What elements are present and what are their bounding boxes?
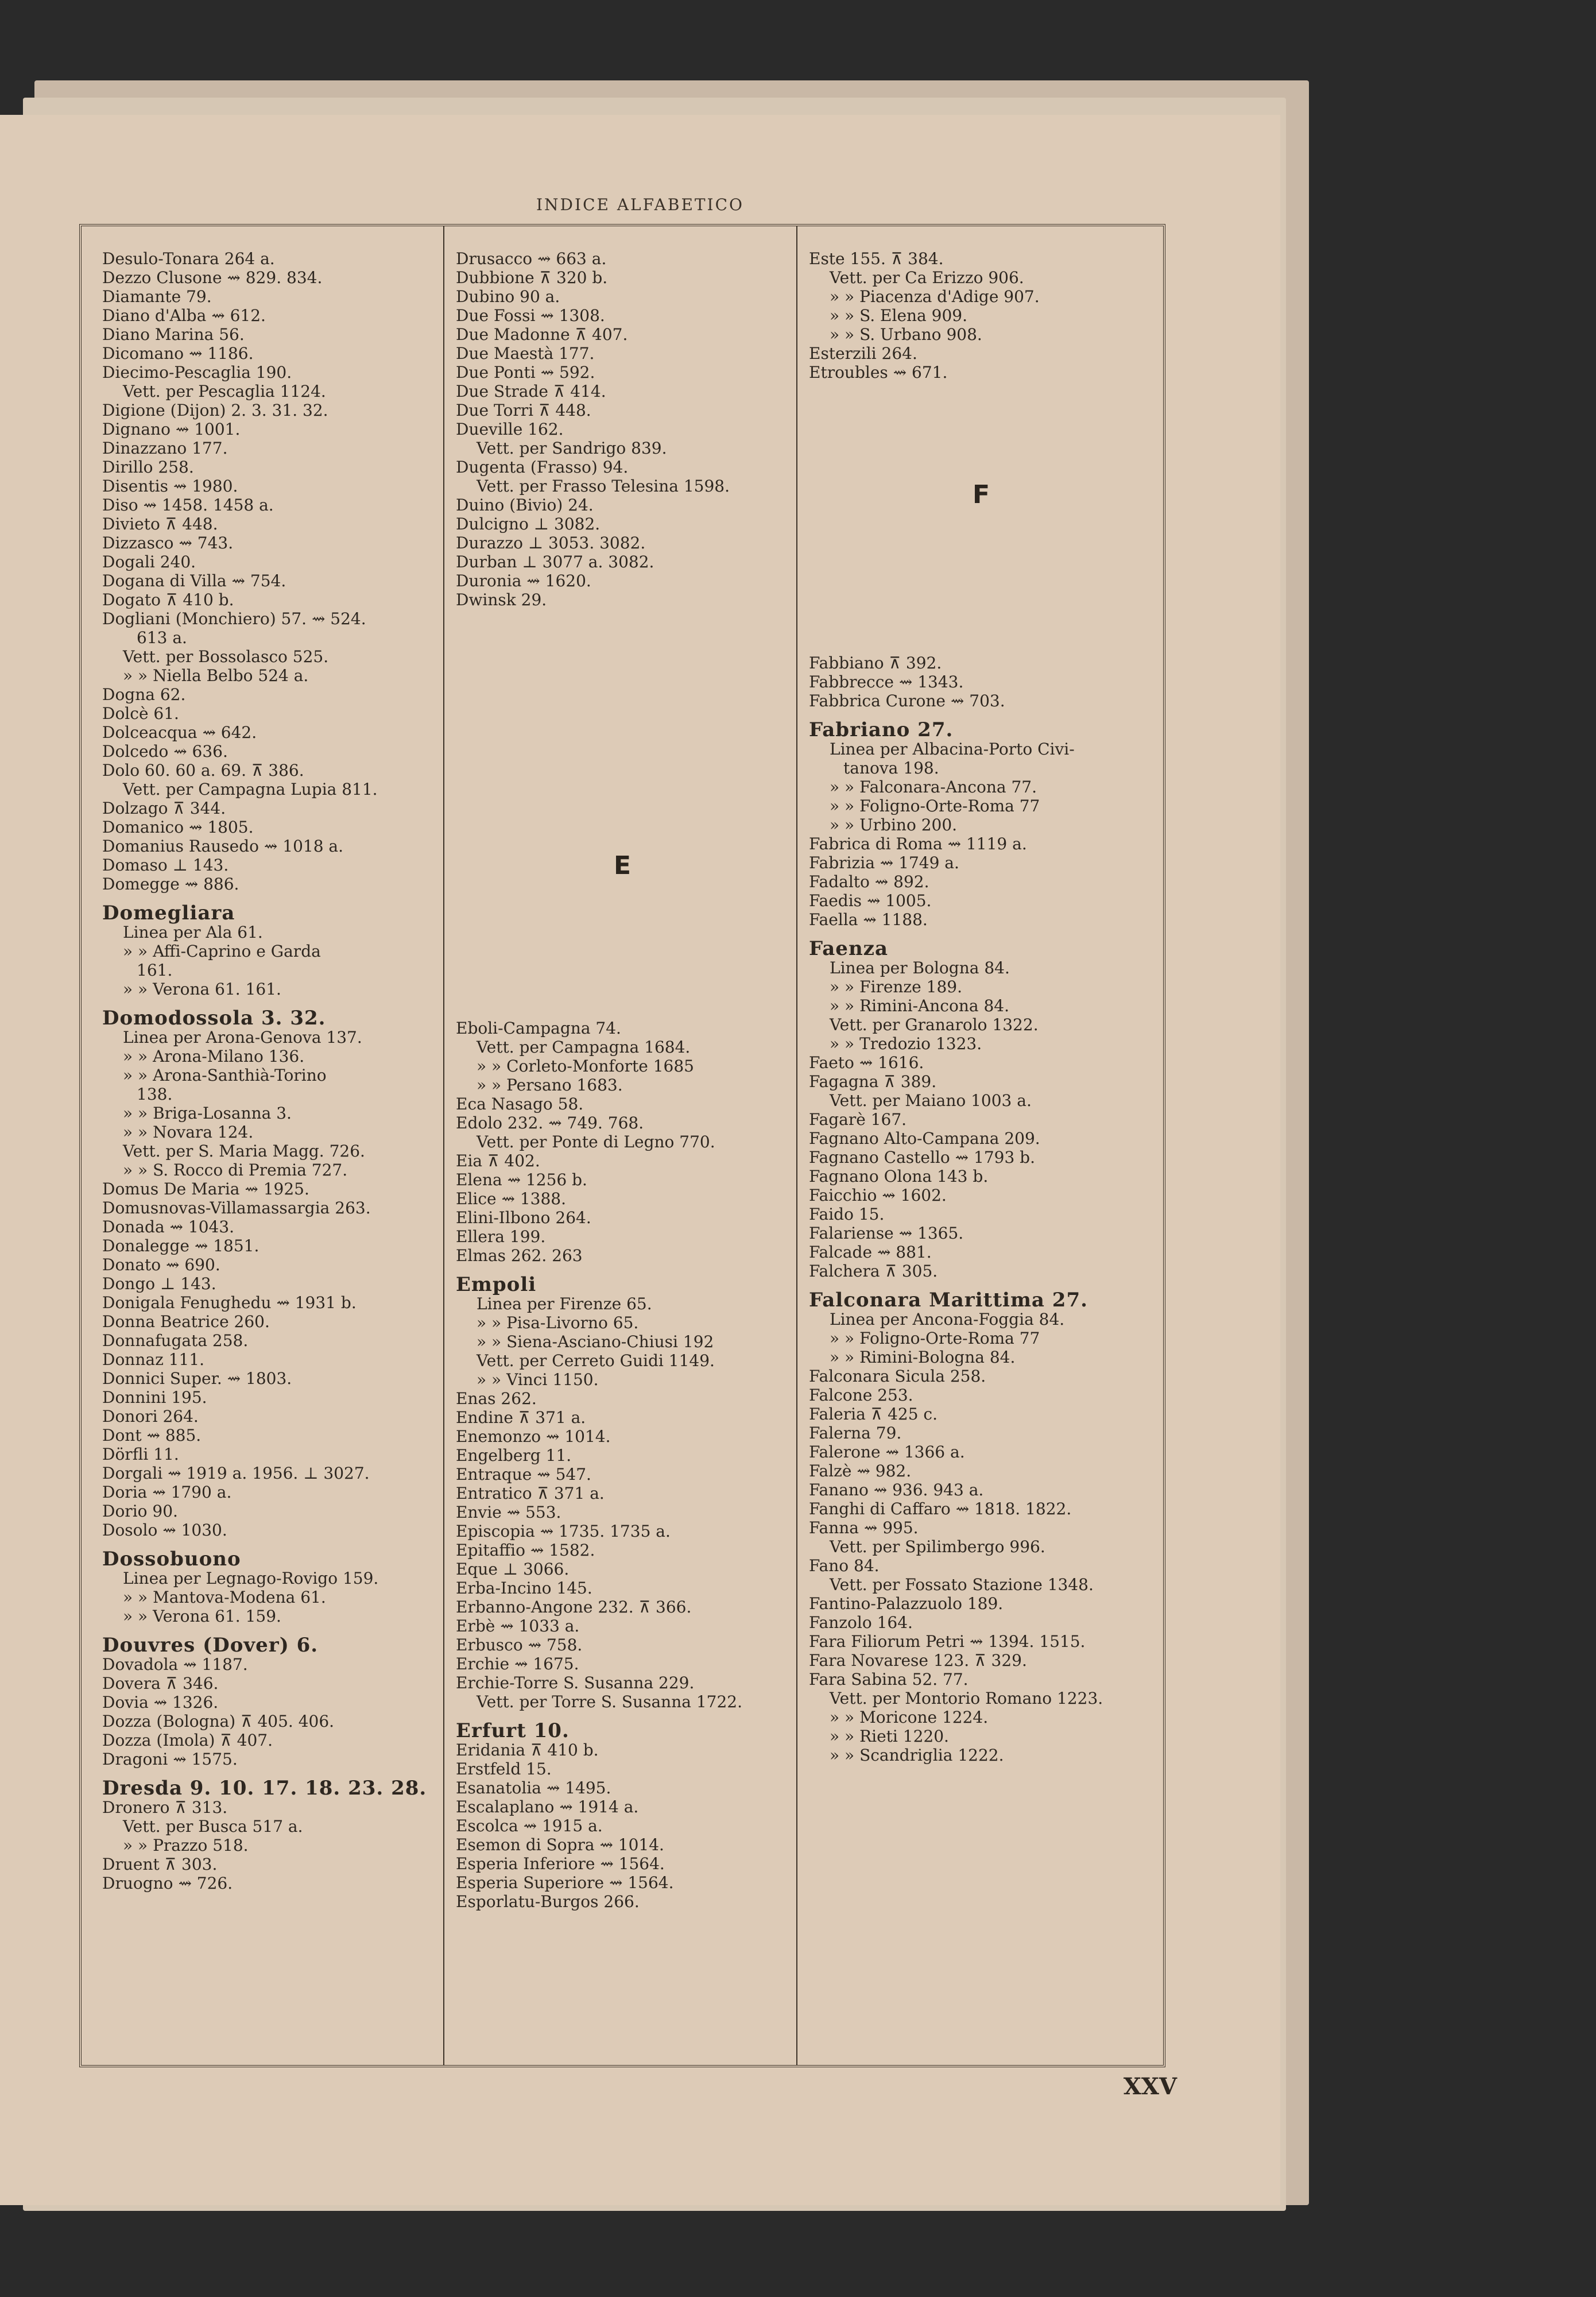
index-heading-entry: Erfurt 10. — [456, 1719, 570, 1742]
index-entry: Dozza (Imola) ⊼ 407. — [102, 1731, 273, 1750]
index-heading-entry: Falconara Marittima 27. — [809, 1289, 1088, 1312]
index-entry: Dovia ⇝ 1326. — [102, 1693, 219, 1712]
index-entry: Donigala Fenughedu ⇝ 1931 b. — [102, 1293, 357, 1312]
index-entry: Fara Filiorum Petri ⇝ 1394. 1515. — [809, 1632, 1086, 1651]
index-heading-entry: Empoli — [456, 1273, 537, 1296]
index-entry: Durazzo ⊥ 3053. 3082. — [456, 533, 646, 552]
index-entry: Vett. per Frasso Telesina 1598. — [477, 477, 730, 496]
index-entry: Donnaz 111. — [102, 1350, 205, 1369]
index-entry: Fadalto ⇝ 892. — [809, 872, 929, 891]
index-entry: » » Falconara-Ancona 77. — [830, 778, 1037, 796]
index-entry: » » Vinci 1150. — [477, 1370, 599, 1389]
index-entry: » » Rieti 1220. — [830, 1727, 949, 1746]
index-entry: Esemon di Sopra ⇝ 1014. — [456, 1835, 664, 1854]
index-entry: » » Arona-Santhià-Torino — [123, 1066, 327, 1085]
index-entry: Faeto ⇝ 1616. — [809, 1053, 924, 1072]
index-entry: Dosolo ⇝ 1030. — [102, 1521, 227, 1540]
index-entry: Vett. per S. Maria Magg. 726. — [123, 1142, 365, 1161]
index-entry: Erbanno-Angone 232. ⊼ 366. — [456, 1598, 692, 1617]
index-entry: Elice ⇝ 1388. — [456, 1189, 567, 1208]
index-entry: Vett. per Cerreto Guidi 1149. — [477, 1351, 715, 1370]
index-entry: Dinazzano 177. — [102, 439, 228, 458]
index-entry: Linea per Firenze 65. — [477, 1294, 652, 1313]
index-entry: Donalegge ⇝ 1851. — [102, 1236, 259, 1255]
index-entry: Eridania ⊼ 410 b. — [456, 1741, 599, 1760]
index-entry: Donada ⇝ 1043. — [102, 1217, 235, 1236]
index-entry: Dont ⇝ 885. — [102, 1426, 202, 1445]
index-column-3 — [809, 249, 1153, 1765]
index-entry: Enas 262. — [456, 1389, 537, 1408]
index-entry: » » Affi-Caprino e Garda — [123, 942, 321, 961]
index-heading-entry: Dossobuono — [102, 1548, 241, 1571]
index-entry: tanova 198. — [843, 759, 939, 778]
index-entry: Linea per Arona-Genova 137. — [123, 1028, 362, 1047]
index-entry: » » Corleto-Monforte 1685 — [477, 1057, 694, 1076]
index-entry: Fagagna ⊼ 389. — [809, 1072, 937, 1091]
index-entry: Esperia Superiore ⇝ 1564. — [456, 1873, 674, 1892]
index-entry: Faella ⇝ 1188. — [809, 910, 928, 929]
index-entry: Donato ⇝ 690. — [102, 1255, 220, 1274]
index-entry: Domus De Maria ⇝ 1925. — [102, 1180, 309, 1198]
index-entry: Erba-Incino 145. — [456, 1579, 592, 1598]
index-entry: Duino (Bivio) 24. — [456, 496, 594, 515]
section-letter-e: E — [613, 851, 632, 880]
index-entry: Vett. per Ca Erizzo 906. — [830, 268, 1024, 287]
index-entry: Dragoni ⇝ 1575. — [102, 1750, 238, 1769]
index-entry: Dogna 62. — [102, 685, 186, 704]
index-entry: Digione (Dijon) 2. 3. 31. 32. — [102, 401, 328, 420]
index-entry: Donnici Super. ⇝ 1803. — [102, 1369, 292, 1388]
index-entry: Doria ⇝ 1790 a. — [102, 1483, 232, 1502]
index-entry: Esporlatu-Burgos 266. — [456, 1892, 640, 1911]
index-entry: 161. — [137, 961, 173, 980]
index-entry: Vett. per Maiano 1003 a. — [830, 1091, 1032, 1110]
index-entry: Vett. per Spilimbergo 996. — [830, 1537, 1045, 1556]
index-frame — [79, 224, 1165, 2067]
index-entry: » » Niella Belbo 524 a. — [123, 666, 309, 685]
index-entry: Dogana di Villa ⇝ 754. — [102, 571, 286, 590]
index-entry: Fabbiano ⊼ 392. — [809, 653, 942, 672]
index-entry: Epitaffio ⇝ 1582. — [456, 1541, 595, 1560]
index-entry: Eia ⊼ 402. — [456, 1151, 540, 1170]
index-entry: Domaso ⊥ 143. — [102, 856, 229, 875]
index-entry: » » Moricone 1224. — [830, 1708, 989, 1727]
index-entry: » » Rimini-Ancona 84. — [830, 996, 1010, 1015]
index-entry: Diano Marina 56. — [102, 325, 245, 344]
index-entry: Faedis ⇝ 1005. — [809, 891, 932, 910]
index-heading-entry: Faenza — [809, 937, 888, 960]
index-entry: Donnini 195. — [102, 1388, 207, 1407]
index-entry: » » Piacenza d'Adige 907. — [830, 287, 1040, 306]
index-entry: » » Mantova-Modena 61. — [123, 1588, 326, 1607]
index-entry: Este 155. ⊼ 384. — [809, 249, 944, 268]
index-entry: Due Ponti ⇝ 592. — [456, 363, 595, 382]
index-entry: Entratico ⊼ 371 a. — [456, 1484, 605, 1503]
index-entry: Dolzago ⊼ 344. — [102, 799, 226, 818]
index-entry: Faido 15. — [809, 1205, 885, 1224]
index-entry: Dorgali ⇝ 1919 a. 1956. ⊥ 3027. — [102, 1464, 370, 1483]
index-entry: Divieto ⊼ 448. — [102, 515, 218, 533]
index-entry: Dicomano ⇝ 1186. — [102, 344, 254, 363]
index-entry: Vett. per Fossato Stazione 1348. — [830, 1575, 1094, 1594]
index-entry: Vett. per Bossolasco 525. — [123, 647, 329, 666]
index-entry: Vett. per Campagna Lupia 811. — [123, 780, 378, 799]
index-entry: Dörfli 11. — [102, 1445, 179, 1464]
index-entry: » » S. Rocco di Premia 727. — [123, 1161, 348, 1180]
index-entry: Drusacco ⇝ 663 a. — [456, 249, 607, 268]
index-entry: Erstfeld 15. — [456, 1760, 552, 1778]
index-entry: » » S. Elena 909. — [830, 306, 967, 325]
index-entry: Donnafugata 258. — [102, 1331, 249, 1350]
index-entry: Diecimo-Pescaglia 190. — [102, 363, 292, 382]
index-entry: Eca Nasago 58. — [456, 1095, 584, 1113]
index-entry: Elena ⇝ 1256 b. — [456, 1170, 587, 1189]
index-entry: » » Persano 1683. — [477, 1076, 623, 1095]
index-entry: » » Verona 61. 161. — [123, 980, 281, 999]
index-entry: Domanico ⇝ 1805. — [102, 818, 254, 837]
index-entry: Erchie ⇝ 1675. — [456, 1654, 579, 1673]
index-entry: Due Madonne ⊼ 407. — [456, 325, 628, 344]
index-entry: Faleria ⊼ 425 c. — [809, 1405, 938, 1424]
index-entry: Erchie-Torre S. Susanna 229. — [456, 1673, 695, 1692]
index-entry: Domegge ⇝ 886. — [102, 875, 239, 894]
index-entry: Durban ⊥ 3077 a. 3082. — [456, 552, 654, 571]
index-entry: Dozza (Bologna) ⊼ 405. 406. — [102, 1712, 335, 1731]
index-entry: Vett. per Granarolo 1322. — [830, 1015, 1039, 1034]
col2-bottom-list — [456, 1019, 789, 1911]
index-entry: Endine ⊼ 371 a. — [456, 1408, 586, 1427]
index-entry: Falzè ⇝ 982. — [809, 1461, 912, 1480]
index-entry: Due Fossi ⇝ 1308. — [456, 306, 605, 325]
index-entry: Dizzasco ⇝ 743. — [102, 533, 234, 552]
index-entry: Esanatolia ⇝ 1495. — [456, 1778, 611, 1797]
index-entry: Falcone 253. — [809, 1386, 913, 1405]
index-entry: Dirillo 258. — [102, 458, 194, 477]
index-entry: Dolo 60. 60 a. 69. ⊼ 386. — [102, 761, 304, 780]
index-entry: Donna Beatrice 260. — [102, 1312, 270, 1331]
index-entry: Esterzili 264. — [809, 344, 917, 363]
index-entry: Linea per Ancona-Foggia 84. — [830, 1310, 1065, 1329]
index-entry: Entraque ⇝ 547. — [456, 1465, 591, 1484]
index-entry: Falerone ⇝ 1366 a. — [809, 1443, 965, 1461]
index-entry: Erbusco ⇝ 758. — [456, 1635, 583, 1654]
index-entry: » » Briga-Losanna 3. — [123, 1104, 292, 1123]
index-entry: Druogno ⇝ 726. — [102, 1874, 233, 1893]
section-letter-f: F — [972, 480, 990, 509]
index-entry: Dezzo Clusone ⇝ 829. 834. — [102, 268, 323, 287]
index-entry: Dogato ⊼ 410 b. — [102, 590, 234, 609]
running-head: INDICE ALFABETICO — [536, 195, 744, 214]
index-entry: Fagnano Olona 143 b. — [809, 1167, 989, 1186]
column-rule-2 — [796, 226, 797, 2065]
index-entry: Fanano ⇝ 936. 943 a. — [809, 1480, 984, 1499]
index-entry: Dolcedo ⇝ 636. — [102, 742, 228, 761]
index-entry: Esperia Inferiore ⇝ 1564. — [456, 1854, 665, 1873]
index-entry: Diano d'Alba ⇝ 612. — [102, 306, 266, 325]
index-entry: Dugenta (Frasso) 94. — [456, 458, 629, 477]
index-entry: Vett. per Pescaglia 1124. — [123, 382, 326, 401]
index-entry: Vett. per Busca 517 a. — [123, 1817, 303, 1836]
index-entry: Dwinsk 29. — [456, 590, 547, 609]
col1-list — [102, 249, 435, 1893]
index-entry: Fagarè 167. — [809, 1110, 907, 1129]
index-entry: Engelberg 11. — [456, 1446, 572, 1465]
index-entry: Falariense ⇝ 1365. — [809, 1224, 964, 1243]
index-entry: Linea per Bologna 84. — [830, 958, 1010, 977]
index-entry: Dongo ⊥ 143. — [102, 1274, 216, 1293]
index-entry: Fanzolo 164. — [809, 1613, 913, 1632]
col3-bottom-list — [809, 653, 1153, 1765]
index-entry: Vett. per Sandrigo 839. — [477, 439, 667, 458]
index-entry: Fagnano Castello ⇝ 1793 b. — [809, 1148, 1035, 1167]
index-entry: » » Novara 124. — [123, 1123, 254, 1142]
index-entry: Edolo 232. ⇝ 749. 768. — [456, 1113, 644, 1132]
index-entry: Envie ⇝ 553. — [456, 1503, 561, 1522]
index-heading-entry: Domodossola 3. 32. — [102, 1007, 326, 1030]
index-entry: Druent ⊼ 303. — [102, 1855, 218, 1874]
index-entry: Dolcè 61. — [102, 704, 179, 723]
index-entry: Escolca ⇝ 1915 a. — [456, 1816, 603, 1835]
index-entry: Etroubles ⇝ 671. — [809, 363, 948, 382]
index-entry: » » Urbino 200. — [830, 815, 958, 834]
index-entry: » » Siena-Asciano-Chiusi 192 — [477, 1332, 714, 1351]
index-entry: Fabbrecce ⇝ 1343. — [809, 672, 964, 691]
column-rule-1 — [443, 226, 444, 2065]
book-page — [0, 115, 1280, 2205]
index-entry: » » Tredozio 1323. — [830, 1034, 982, 1053]
index-entry: Dorio 90. — [102, 1502, 178, 1521]
index-entry: » » Foligno-Orte-Roma 77 — [830, 1329, 1040, 1348]
index-entry: Eboli-Campagna 74. — [456, 1019, 621, 1038]
index-entry: » » Firenze 189. — [830, 977, 962, 996]
index-entry: Falchera ⊼ 305. — [809, 1262, 938, 1281]
index-entry: Dubbione ⊼ 320 b. — [456, 268, 608, 287]
col2-top-list — [456, 249, 789, 609]
index-entry: Domanius Rausedo ⇝ 1018 a. — [102, 837, 344, 856]
index-entry: » » Pisa-Livorno 65. — [477, 1313, 639, 1332]
index-entry: Fara Sabina 52. 77. — [809, 1670, 969, 1689]
index-entry: Falconara Sicula 258. — [809, 1367, 986, 1386]
index-entry: Due Maestà 177. — [456, 344, 595, 363]
index-entry: Disentis ⇝ 1980. — [102, 477, 238, 496]
index-entry: » » Rimini-Bologna 84. — [830, 1348, 1016, 1367]
index-entry: 138. — [137, 1085, 173, 1104]
index-column-1 — [102, 249, 435, 1893]
index-entry: Vett. per Ponte di Legno 770. — [477, 1132, 715, 1151]
index-entry: Linea per Legnago-Rovigo 159. — [123, 1569, 379, 1588]
index-heading-entry: Fabriano 27. — [809, 718, 954, 741]
index-entry: Dovadola ⇝ 1187. — [102, 1655, 248, 1674]
index-entry: Donori 264. — [102, 1407, 199, 1426]
index-entry: Faicchio ⇝ 1602. — [809, 1186, 947, 1205]
index-entry: Fabbrica Curone ⇝ 703. — [809, 691, 1005, 710]
index-entry: Dulcigno ⊥ 3082. — [456, 515, 601, 533]
page-folio: XXV — [1123, 2073, 1177, 2100]
index-entry: Domusnovas-Villamassargia 263. — [102, 1198, 371, 1217]
index-entry: Fabrizia ⇝ 1749 a. — [809, 853, 959, 872]
index-entry: Fano 84. — [809, 1556, 880, 1575]
index-entry: Ellera 199. — [456, 1227, 546, 1246]
index-entry: Dogliani (Monchiero) 57. ⇝ 524. — [102, 609, 366, 628]
index-entry: Dronero ⊼ 313. — [102, 1798, 228, 1817]
index-heading-entry: Dresda 9. 10. 17. 18. 23. 28. — [102, 1777, 427, 1800]
index-entry: Dovera ⊼ 346. — [102, 1674, 219, 1693]
index-entry: » » Arona-Milano 136. — [123, 1047, 305, 1066]
index-entry: Dubino 90 a. — [456, 287, 560, 306]
index-entry: Eque ⊥ 3066. — [456, 1560, 570, 1579]
index-column-2 — [456, 249, 789, 1911]
index-entry: Dueville 162. — [456, 420, 564, 439]
index-entry: Diso ⇝ 1458. 1458 a. — [102, 496, 274, 515]
index-entry: » » Scandriglia 1222. — [830, 1746, 1004, 1765]
index-entry: » » Prazzo 518. — [123, 1836, 249, 1855]
index-entry: Elmas 262. 263 — [456, 1246, 583, 1265]
index-entry: Vett. per Montorio Romano 1223. — [830, 1689, 1103, 1708]
index-entry: Diamante 79. — [102, 287, 212, 306]
index-entry: Dolceacqua ⇝ 642. — [102, 723, 257, 742]
index-entry: Fagnano Alto-Campana 209. — [809, 1129, 1040, 1148]
index-entry: Duronia ⇝ 1620. — [456, 571, 591, 590]
index-entry: Erbè ⇝ 1033 a. — [456, 1617, 580, 1635]
index-entry: Linea per Albacina-Porto Civi- — [830, 740, 1075, 759]
index-entry: » » Foligno-Orte-Roma 77 — [830, 796, 1040, 815]
index-entry: Vett. per Campagna 1684. — [477, 1038, 691, 1057]
index-entry: Enemonzo ⇝ 1014. — [456, 1427, 611, 1446]
index-entry: Vett. per Torre S. Susanna 1722. — [477, 1692, 742, 1711]
index-entry: Due Strade ⊼ 414. — [456, 382, 606, 401]
index-entry: Dogali 240. — [102, 552, 196, 571]
index-entry: Episcopia ⇝ 1735. 1735 a. — [456, 1522, 671, 1541]
index-entry: Fabrica di Roma ⇝ 1119 a. — [809, 834, 1027, 853]
index-entry: Linea per Ala 61. — [123, 923, 263, 942]
index-heading-entry: Domegliara — [102, 902, 235, 925]
index-entry: Falerna 79. — [809, 1424, 902, 1443]
index-entry: Falcade ⇝ 881. — [809, 1243, 932, 1262]
index-entry: Due Torri ⊼ 448. — [456, 401, 591, 420]
index-entry: Desulo-Tonara 264 a. — [102, 249, 275, 268]
index-entry: Fantino-Palazzuolo 189. — [809, 1594, 1004, 1613]
index-entry: » » Verona 61. 159. — [123, 1607, 281, 1626]
index-heading-entry: Douvres (Dover) 6. — [102, 1634, 319, 1657]
index-entry: Fanna ⇝ 995. — [809, 1518, 919, 1537]
index-entry: Fanghi di Caffaro ⇝ 1818. 1822. — [809, 1499, 1072, 1518]
index-entry: Fara Novarese 123. ⊼ 329. — [809, 1651, 1027, 1670]
index-entry: » » S. Urbano 908. — [830, 325, 982, 344]
index-entry: Escalaplano ⇝ 1914 a. — [456, 1797, 639, 1816]
index-entry: 613 a. — [137, 628, 187, 647]
index-entry: Dignano ⇝ 1001. — [102, 420, 241, 439]
index-entry: Elini-Ilbono 264. — [456, 1208, 591, 1227]
col3-top-list — [809, 249, 1153, 382]
